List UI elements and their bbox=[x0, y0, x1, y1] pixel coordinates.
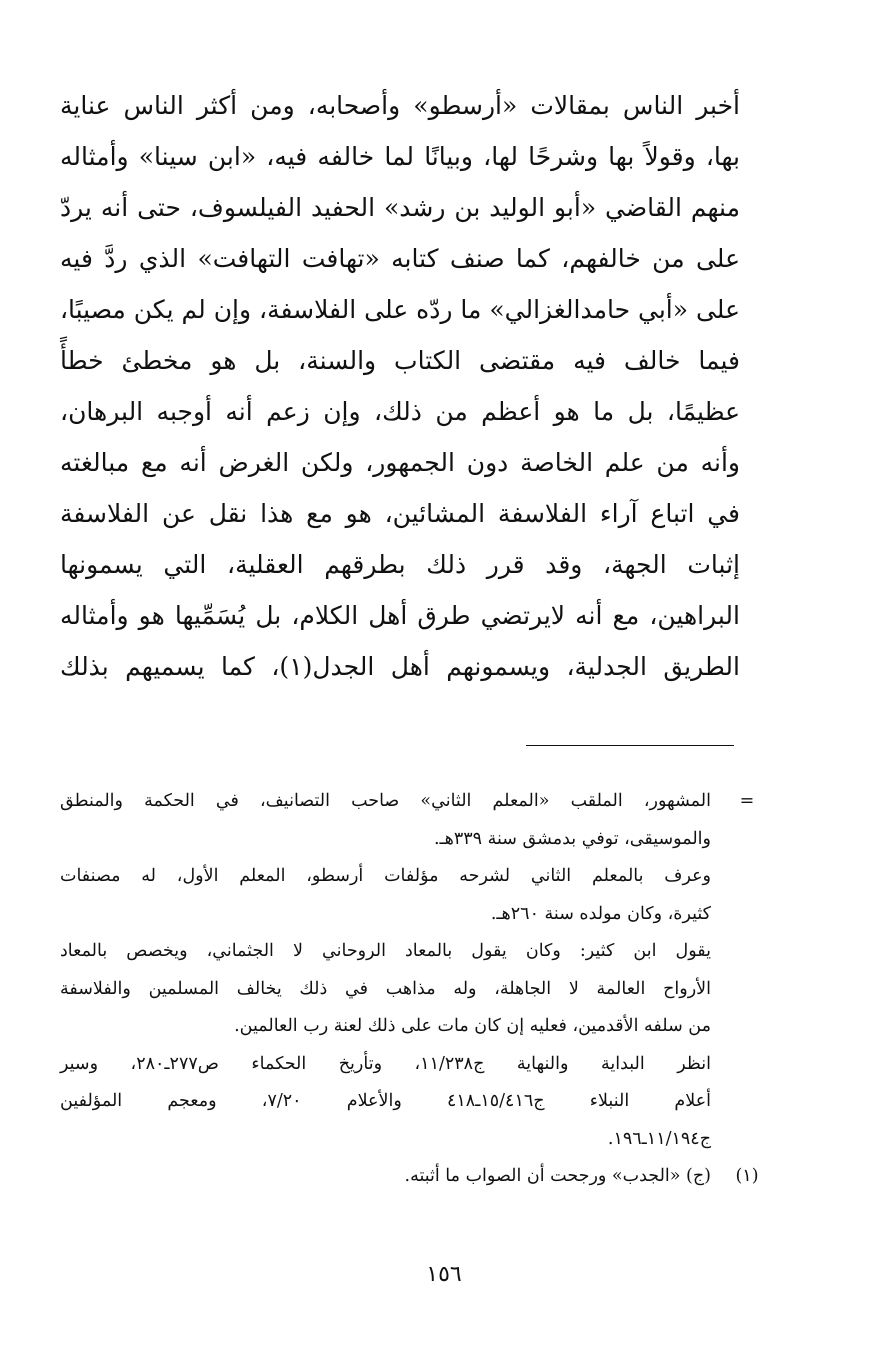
footnote-line bbox=[60, 821, 765, 859]
footnote-line bbox=[60, 1083, 765, 1121]
footnote-text: يقول ابن كثير: وكان يقول بالمعاد الروحاني لا الجثماني، ويخصص بالمعاد bbox=[60, 941, 711, 961]
footnote-text: انظر البداية والنهاية ج١١/٢٣٨، وتأريخ الحكماء ص٢٧٧ـ٢٨٠، وسير bbox=[60, 1053, 711, 1074]
continuation-marker: = bbox=[739, 791, 755, 811]
footnote-line bbox=[60, 896, 765, 934]
text-line: وأنه من علم الخاصة دون الجمهور، ولكن الغرض أنه مع مبالغته bbox=[60, 448, 740, 477]
footnotes-section bbox=[60, 783, 765, 1196]
main-text-body bbox=[60, 80, 740, 692]
footnote-text: والموسيقى، توفي بدمشق سنة ٣٣٩هـ. bbox=[433, 828, 711, 849]
text-line: في اتباع آراء الفلاسفة المشائين، هو مع هذا نقل عن الفلاسفة bbox=[60, 499, 740, 528]
footnote-line bbox=[60, 933, 765, 971]
footnote-line bbox=[60, 1046, 765, 1084]
footnote-text: المشهور، الملقب «المعلم الثاني» صاحب التصانيف، في الحكمة والمنطق bbox=[60, 791, 711, 811]
text-line: على «أبي حامدالغزالي» ما ردّه على الفلاسفة، وإن لم يكن مصيبًا، bbox=[59, 295, 740, 324]
text-line: على من خالفهم، كما صنف كتابه «تهافت التهافت» الذي ردَّ فيه bbox=[60, 244, 740, 273]
footnote-line bbox=[60, 971, 765, 1009]
text-line: الطريق الجدلية، ويسمونهم أهل الجدل(١)، كما يسميهم بذلك bbox=[60, 652, 740, 681]
text-line: إثبات الجهة، وقد قرر ذلك بطرقهم العقلية، التي يسمونها bbox=[60, 550, 740, 579]
text-line: منهم القاضي «أبو الوليد بن رشد» الحفيد الفيلسوف، حتى أنه يردّ bbox=[60, 193, 740, 222]
text-line: عظيمًا، بل ما هو أعظم من ذلك، وإن زعم أنه أوجبه البرهان، bbox=[60, 397, 740, 426]
page-number: ١٥٦ bbox=[426, 1262, 462, 1287]
text-line: البراهين، مع أنه لايرتضي طرق أهل الكلام، بل يُسَمِّيها هو وأمثاله bbox=[60, 601, 740, 630]
footnote-line bbox=[60, 858, 765, 896]
text-line: فيما خالف فيه مقتضى الكتاب والسنة، بل هو مخطئ خطأً bbox=[60, 346, 740, 375]
footnote-line bbox=[60, 1008, 765, 1046]
footnote-text: كثيرة، وكان مولده سنة ٢٦٠هـ. bbox=[490, 903, 711, 924]
footnote-text: الأرواح العالمة لا الجاهلة، وله مذاهب في ذلك يخالف المسلمين والفلاسفة bbox=[60, 978, 711, 999]
footnote-text: ج١١/١٩٤ـ١٩٦. bbox=[607, 1128, 711, 1149]
footnote-text: (ج) «الجدب» ورجحت أن الصواب ما أثبته. bbox=[404, 1166, 711, 1186]
footnote-text: وعرف بالمعلم الثاني لشرحه مؤلفات أرسطو، المعلم الأول، له مصنفات bbox=[60, 866, 711, 886]
footnote-text: من سلفه الأقدمين، فعليه إن كان مات على ذلك لعنة رب العالمين. bbox=[234, 1016, 711, 1036]
footnote-line bbox=[60, 1158, 765, 1196]
footnote-line bbox=[60, 783, 765, 821]
text-line: بها، وقولاً بها وشرحًا لها، وبيانًا لما خالفه فيه، «ابن سينا» وأمثاله bbox=[60, 142, 740, 171]
footnote-line bbox=[60, 1121, 765, 1159]
text-line: أخبر الناس بمقالات «أرسطو» وأصحابه، ومن أكثر الناس عناية bbox=[60, 91, 740, 120]
footnote-separator bbox=[526, 745, 734, 746]
footnote-number: (١) bbox=[735, 1166, 759, 1186]
footnote-text: أعلام النبلاء ج١٥/٤١٦ـ٤١٨ والأعلام ٧/٢٠، ومعجم المؤلفين bbox=[60, 1091, 711, 1111]
